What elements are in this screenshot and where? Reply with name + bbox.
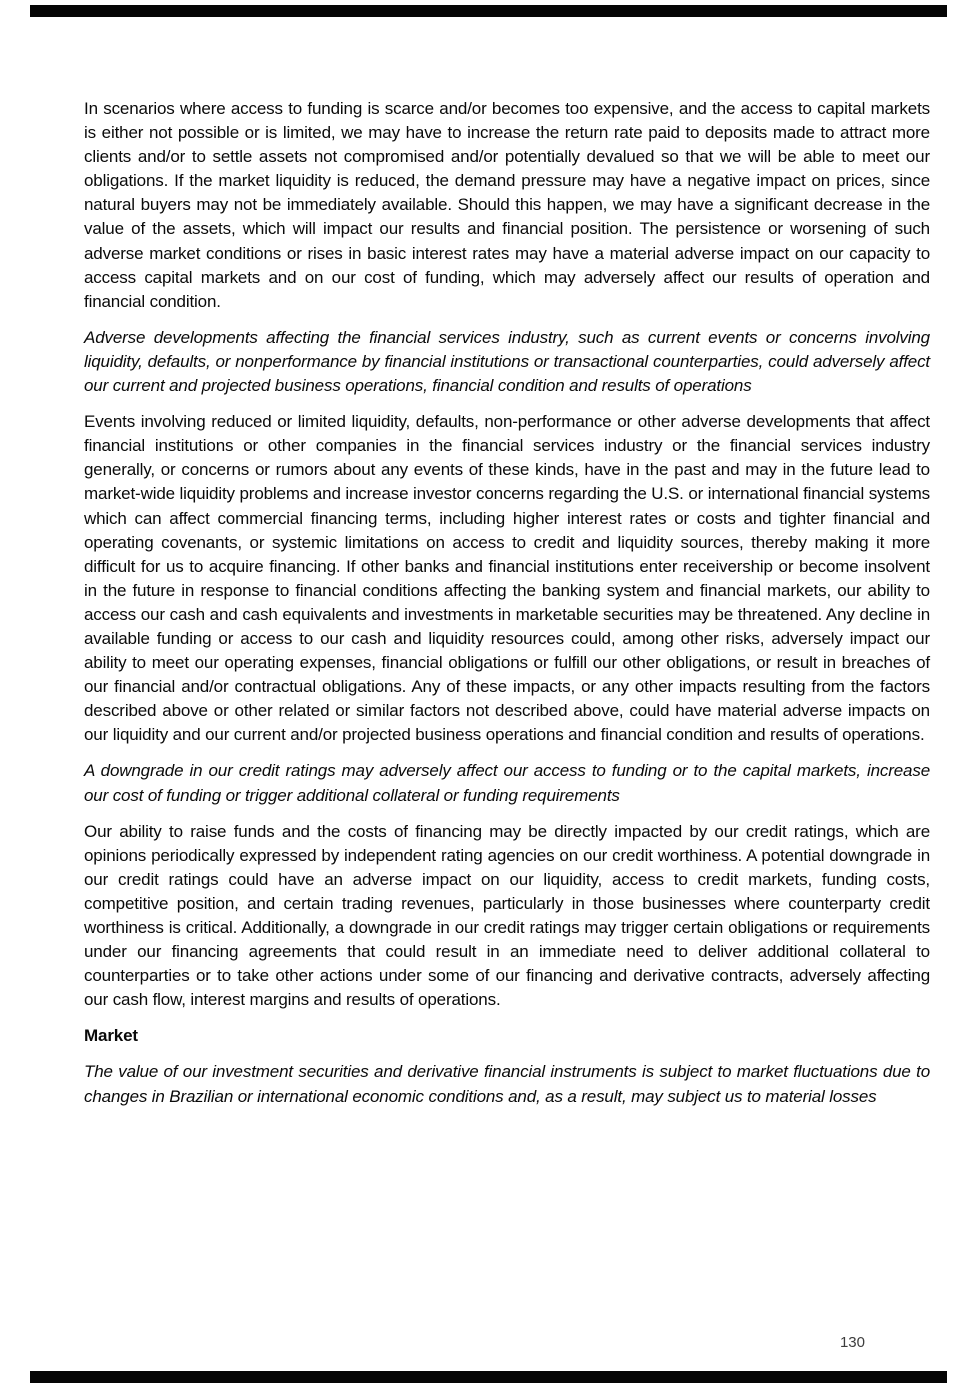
paragraph-funding-scarcity: In scenarios where access to funding is scarce and/or becomes too expensive, and the access to capital markets is either not possible or is limited, we may have to increase the return rate paid to deposits made to attract more clients and/or to settle assets not compromised and/or potentially devalued so that we will be able to meet our obligations. If the market liquidity is reduced, the demand pressure may have a negative impact on prices, since natural buyers may not be immediately available. Should this happen, we may have a significant decrease in the value of the assets, which will impact our results and financial position. The persistence or worsening of such adverse market conditions or rises in basic interest rates may have a material adverse impact on our capacity to access capital markets and on our cost of funding, which may adversely affect our results of operation and financial condition. xyxy=(84,99,930,311)
risk-heading-market-fluctuations: The value of our investment securities and derivative financial instruments is subject to market fluctuations due to changes in Brazilian or international economic conditions and, as a result, may subject us to material losses xyxy=(84,1062,930,1106)
page-number: 130 xyxy=(839,1334,865,1351)
section-heading-market: Market xyxy=(84,1026,138,1046)
risk-heading-credit-ratings-downgrade: A downgrade in our credit ratings may adversely affect our access to funding or to the capital markets, increase our cost of funding or trigger additional collateral or funding requirements xyxy=(84,761,930,805)
bottom-redaction-bar xyxy=(30,1371,947,1383)
page-content xyxy=(84,97,930,1121)
top-redaction-bar xyxy=(30,5,947,17)
paragraph-credit-ratings: Our ability to raise funds and the costs of financing may be directly impacted by our credit ratings, which are opinions periodically expressed by independent rating agencies on our credit worthiness. A potential downgrade in our credit ratings could have an adverse impact on our liquidity, access to credit markets, funding costs, competitive position, and certain trading revenues, particularly in those businesses where counterparty credit worthiness is critical. Additionally, a downgrade in our credit ratings may trigger certain obligations or requirements under our financing agreements that could result in an immediate need to deliver additional collateral to counterparties or to take other actions under some of our financing and derivative contracts, adversely affecting our cash flow, interest margins and results of operations. xyxy=(84,821,930,1010)
paragraph-liquidity-events: Events involving reduced or limited liquidity, defaults, non-performance or other adverse developments that affect financial institutions or other companies in the financial services industry or the financial services industry generally, or concerns or rumors about any events of these kinds, have in the past and may in the future lead to market-wide liquidity problems and increase investor concerns regarding the U.S. or international financial systems which can affect commercial financing terms, including higher interest rates or costs and tighter financial and operating covenants, or systemic limitations on access to credit and liquidity sources, thereby making it more difficult for us to acquire financing. If other banks and financial institutions enter receivership or become insolvent in the future in response to financial conditions affecting the banking system and financial markets, our ability to access our cash and cash equivalents and investments in marketable securities may be threatened. Any decline in available funding or access to our cash and liquidity resources could, among other risks, adversely impact our ability to meet our operating expenses, financial obligations or fulfill our other obligations, or result in breaches of our financial and/or contractual obligations. Any of these impacts, or any other impacts resulting from the factors described above or other related or similar factors not described above, could have material adverse impacts on our liquidity and our current and/or projected business operations and financial condition and results of operations. xyxy=(84,412,930,745)
risk-heading-financial-services-industry: Adverse developments affecting the financial services industry, such as current events or concerns involving liquidity, defaults, or nonperformance by financial institutions or transactional counterparties, could adversely affect our current and projected business operations, financial condition and results of operations xyxy=(84,327,930,396)
